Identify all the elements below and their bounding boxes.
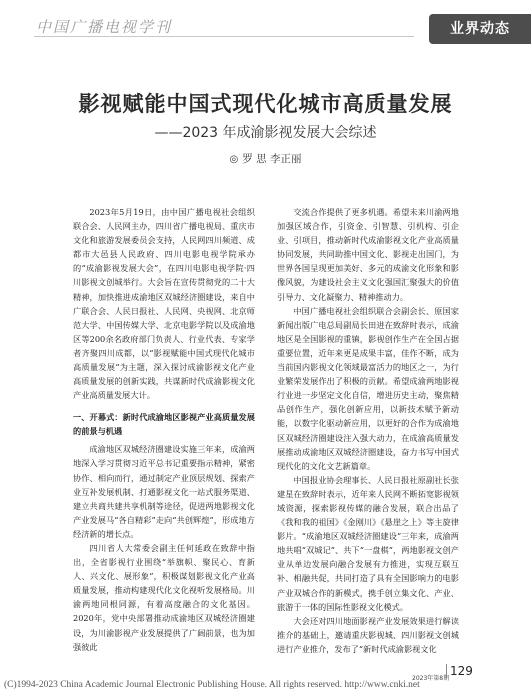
right-column — [277, 205, 459, 656]
author-names: 罗 思 李正丽 — [242, 153, 302, 165]
body-paragraph: 2023年5月19日，由中国广播电视社会组织联合会、人民网主办，四川省广播电视局、重庆市文化和旅游发展委员会支持，人民网四川频道、成都市大邑县人民政府、四川电影电视学院承办的“成渝影视发展大会”，在四川电影电视学院·四川影视文创城举行。大会旨在宣传贯彻党的二十大精神，加快推进成渝地区双城经济圈建设，来自中广联合会、人民日报社、人民网、央视网、北京师范大学、中国传媒大学、北京电影学院以及成渝地区等200余名政府部门负责人、行业代表、专家学者齐聚四川成都，以“影视赋能中国式现代化城市高质量发展”为主题，深入探讨成渝影视文化产业高质量发展的创新实践，共谋新时代成渝影视文化产业高质量发展大计。 — [73, 207, 255, 401]
body-paragraph: 中国报业协会理事长、人民日报社原副社长张建星在致辞时表示，近年来人民网不断拓宽影视领域资源，探索影视传媒的融合发展，联合出品了《我和我的祖国》《金刚川》《悬崖之上》等主旋律影片。“成渝地区双城经济圈建设”三年来，成渝两地共唱“双城记”、共下“一盘棋”，两地影视文创产业从单边发展向融合发展有力推进，实现互联互补、相融共促，共同打造了具有全国影响力的电影产业双城合作的新模式，携手创立集文化、产业、旅游于一体的国际性影视文化模式。 — [277, 474, 459, 612]
issue-number: 2023年第8期 — [412, 675, 450, 682]
journal-logo: 中国广播电视学刊 — [36, 18, 173, 36]
body-paragraph: 成渝地区双城经济圈建设实施三年来，成渝两地深入学习贯彻习近平总书记重要指示精神，紧密协作、相向而行，通过制定产业顶层规划、探索产业互补发展机制、打通影视文化一站式服务渠道、建立共商共建共享机制等途径，促进两地影视文化产业发展马“各自精彩”走向“共创辉煌”，形成地方经济新的增长点。 — [73, 444, 255, 539]
page-header — [0, 0, 531, 50]
body-paragraph: 中国广播电视社会组织联合会副会长、原国家新闻出版广电总局副局长田进在致辞时表示，成渝地区是全国影视的重镇，影视创作生产在全国占据重要位置，近年来更是成果丰富，佳作不断，成为当前国内影视文化领域最富活力的地区之一，为行业繁荣发展作出了积极的贡献。希望成渝两地影视行业进一步坚定文化自信，增进历史主动，聚焦精品创作生产，强化创新应用，以新技术赋予新动能，以数字化驱动新应用，以更好的合作为成渝地区双城经济圈建设注入强大动力，在成渝高质量发展推动成渝地区双城经济圈建设，奋力书写中国式现代化的文化文艺新篇章。 — [277, 305, 459, 471]
left-column — [73, 205, 255, 654]
article-title: 影视赋能中国式现代化城市高质量发展 — [78, 91, 453, 116]
article-authors — [0, 151, 531, 166]
body-paragraph: 交流合作提供了更多机遇。希望未来川渝两地加强区域合作，引资金、引智慧、引机构、引企业、引项目，推动新时代成渝影视文化产业高质量协同发展，共同助推中国文化、影视走出国门，为世界各国呈现更加美好、多元的成渝文化形象和影像风貌，为建设社会主义文化强国汇聚强大的价值引导力、文化凝聚力、精神推动力。 — [277, 207, 459, 302]
header-divider — [34, 36, 414, 37]
author-mark: ◎ — [229, 154, 239, 165]
page-number: 129 — [446, 664, 473, 678]
body-paragraph: 大会还对四川地面影视产业发展效果进行解读推介的基础上，邀请重庆影视城、四川影视文创城进行产业推介，发布了“新时代成渝影视文化 — [277, 615, 459, 654]
article-subtitle: ——2023 年成渝影视发展大会综述 — [154, 125, 377, 141]
section-heading: 一、开幕式：新时代成渝地区影视产业高质量发展的前景与机遇 — [73, 412, 255, 437]
copyright-notice: (C)1994-2023 China Academic Journal Electronic Publishing House. All rights reserved. http://www.cnki.net — [4, 680, 420, 690]
section-tab: 业界动态 — [429, 14, 531, 44]
body-paragraph: 四川省人大常委会副主任何延政在致辞中指出，全省影视行业围绕“举旗帜、聚民心、育新人、兴文化、展形象”，积极谋划影视文化产业高质量发展，推动构建现代化文化视听发展格局。川渝两地同根同源，有着高度融合的文化基因。2020年，党中央部署推动成渝地区双城经济圈建设，为川渝影视产业发展提供了广阔前景，也为加强彼此 — [73, 542, 255, 652]
